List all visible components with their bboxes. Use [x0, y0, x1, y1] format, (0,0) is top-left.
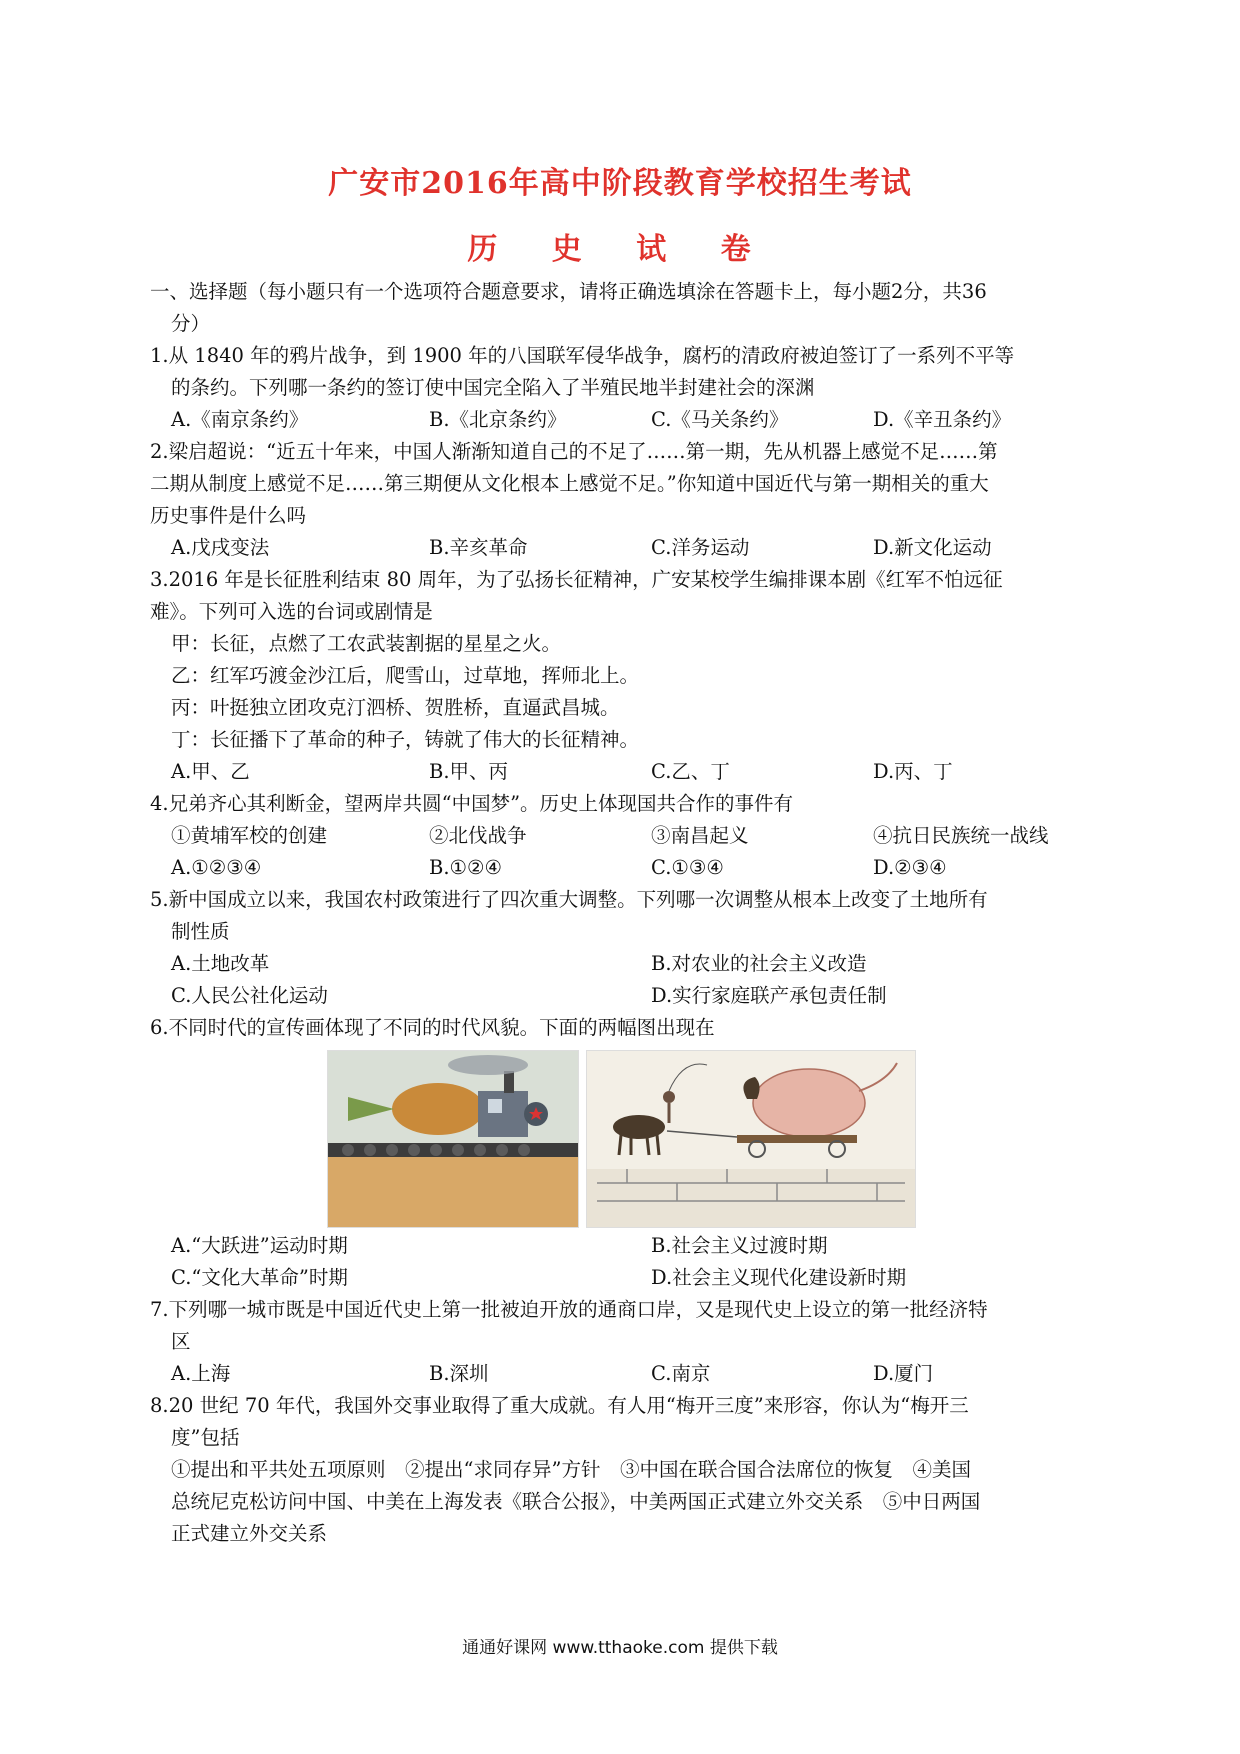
- q6-figures: [150, 1050, 1095, 1226]
- q6-option-c: C.“文化大革命”时期: [171, 1266, 348, 1289]
- q7-option-b: B.深圳: [429, 1362, 489, 1385]
- q8-item-line2: 总统尼克松访问中国、中美在上海发表《联合公报》，中美两国正式建立外交关系 ⑤中日两国: [171, 1490, 981, 1513]
- q1-option-d: D.《辛丑条约》: [873, 408, 1012, 431]
- q1-stem-line1: 1.从 1840 年的鸦片战争，到 1900 年的八国联军侵华战争，腐朽的清政府被迫签订了一系列不平等: [150, 344, 1015, 367]
- q3-option-b: B.甲、丙: [429, 760, 509, 783]
- q4-item-4: ④抗日民族统一战线: [873, 824, 1049, 847]
- q5-options-row2: [150, 980, 1095, 1012]
- q6-option-a: A.“大跃进”运动时期: [171, 1234, 348, 1257]
- q3-item-yi: 乙：红军巧渡金沙江后，爬雪山，过草地，挥师北上。: [171, 664, 640, 687]
- q5-stem-line1: 5.新中国成立以来，我国农村政策进行了四次重大调整。下列哪一次调整从根本上改变了土地所有: [150, 888, 988, 911]
- q3-stem-line2: 难》。下列可入选的台词或剧情是: [150, 600, 433, 623]
- q7-option-d: D.厦门: [873, 1362, 934, 1385]
- propaganda-poster-ox-cart-image: [586, 1050, 916, 1228]
- q6-option-d: D.社会主义现代化建设新时期: [651, 1266, 907, 1289]
- q3-item-jia: 甲：长征，点燃了工农武装割据的星星之火。: [171, 632, 562, 655]
- q3-item-ding: 丁：长征播下了革命的种子，铸就了伟大的长征精神。: [171, 728, 640, 751]
- q4-option-b: B.①②④: [429, 856, 502, 879]
- q1-stem-line2: 的条约。下列哪一条约的签订使中国完全陷入了半殖民地半封建社会的深渊: [171, 376, 815, 399]
- section-heading-line2: 分）: [171, 312, 211, 335]
- footer-download-note: 通通好课网 www.tthaoke.com 提供下载: [462, 1638, 778, 1658]
- q1-option-a: A.《南京条约》: [171, 408, 309, 431]
- q2-option-c: C.洋务运动: [651, 536, 750, 559]
- q5-stem-line2: 制性质: [171, 920, 230, 943]
- q3-options: [150, 756, 1095, 788]
- q5-option-a: A.土地改革: [171, 952, 270, 975]
- q8-item-line1: ①提出和平共处五项原则 ②提出“求同存异”方针 ③中国在联合国合法席位的恢复 ④美国: [171, 1458, 971, 1481]
- propaganda-poster-train-image: [327, 1050, 579, 1228]
- q7-options: [150, 1358, 1095, 1390]
- q2-option-d: D.新文化运动: [873, 536, 992, 559]
- q2-option-b: B.辛亥革命: [429, 536, 528, 559]
- q4-option-d: D.②③④: [873, 856, 947, 879]
- q3-option-d: D.丙、丁: [873, 760, 953, 783]
- q5-option-c: C.人民公社化运动: [171, 984, 328, 1007]
- q1-options: [150, 404, 1095, 436]
- q8-item-line3: 正式建立外交关系: [171, 1522, 328, 1545]
- q4-option-a: A.①②③④: [171, 856, 262, 879]
- q4-items: [150, 820, 1095, 852]
- q4-option-c: C.①③④: [651, 856, 724, 879]
- q5-options-row1: [150, 948, 1095, 980]
- q8-stem-line1: 8.20 世纪 70 年代，我国外交事业取得了重大成就。有人用“梅开三度”来形容，你认为“梅开三: [150, 1394, 969, 1417]
- question-list: [150, 276, 1095, 1550]
- section-heading-line1: 一、选择题（每小题只有一个选项符合题意要求，请将正确选填涂在答题卡上，每小题2分，共36: [150, 280, 987, 303]
- q2-stem-line3: 历史事件是什么吗: [150, 504, 307, 527]
- q5-option-d: D.实行家庭联产承包责任制: [651, 984, 887, 1007]
- q3-option-c: C.乙、丁: [651, 760, 730, 783]
- q4-item-1: ①黄埔军校的创建: [171, 824, 328, 847]
- exam-title: 广安市2016年高中阶段教育学校招生考试: [328, 166, 912, 201]
- q2-options: [150, 532, 1095, 564]
- q8-stem-line2: 度”包括: [171, 1426, 240, 1449]
- q6-stem-line1: 6.不同时代的宣传画体现了不同的时代风貌。下面的两幅图出现在: [150, 1016, 715, 1039]
- q1-option-b: B.《北京条约》: [429, 408, 567, 431]
- q5-option-b: B.对农业的社会主义改造: [651, 952, 867, 975]
- q2-stem-line1: 2.梁启超说：“近五十年来，中国人渐渐知道自己的不足了……第一期，先从机器上感觉不足……第: [150, 440, 998, 463]
- q3-stem-line1: 3.2016 年是长征胜利结束 80 周年，为了弘扬长征精神，广安某校学生编排课本剧《红军不怕远征: [150, 568, 1003, 591]
- q6-options-row2: [150, 1262, 1095, 1294]
- q3-option-a: A.甲、乙: [171, 760, 250, 783]
- q4-options: [150, 852, 1095, 884]
- q2-stem-line2: 二期从制度上感觉不足……第三期便从文化根本上感觉不足。”你知道中国近代与第一期相关的重大: [150, 472, 989, 495]
- q6-options-row1: [150, 1230, 1095, 1262]
- q1-option-c: C.《马关条约》: [651, 408, 789, 431]
- q7-option-c: C.南京: [651, 1362, 711, 1385]
- q7-stem-line1: 7.下列哪一城市既是中国近代史上第一批被迫开放的通商口岸，又是现代史上设立的第一批经济特: [150, 1298, 988, 1321]
- q2-option-a: A.戊戌变法: [171, 536, 270, 559]
- q4-item-3: ③南昌起义: [651, 824, 749, 847]
- q4-item-2: ②北伐战争: [429, 824, 527, 847]
- q4-stem-line1: 4.兄弟齐心其利断金，望两岸共圆“中国梦”。历史上体现国共合作的事件有: [150, 792, 794, 815]
- q3-item-bing: 丙：叶挺独立团攻克汀泗桥、贺胜桥，直逼武昌城。: [171, 696, 620, 719]
- q6-option-b: B.社会主义过渡时期: [651, 1234, 828, 1257]
- q7-stem-line2: 区: [171, 1330, 191, 1353]
- q7-option-a: A.上海: [171, 1362, 231, 1385]
- exam-subtitle: 历 史 试 卷: [467, 232, 773, 267]
